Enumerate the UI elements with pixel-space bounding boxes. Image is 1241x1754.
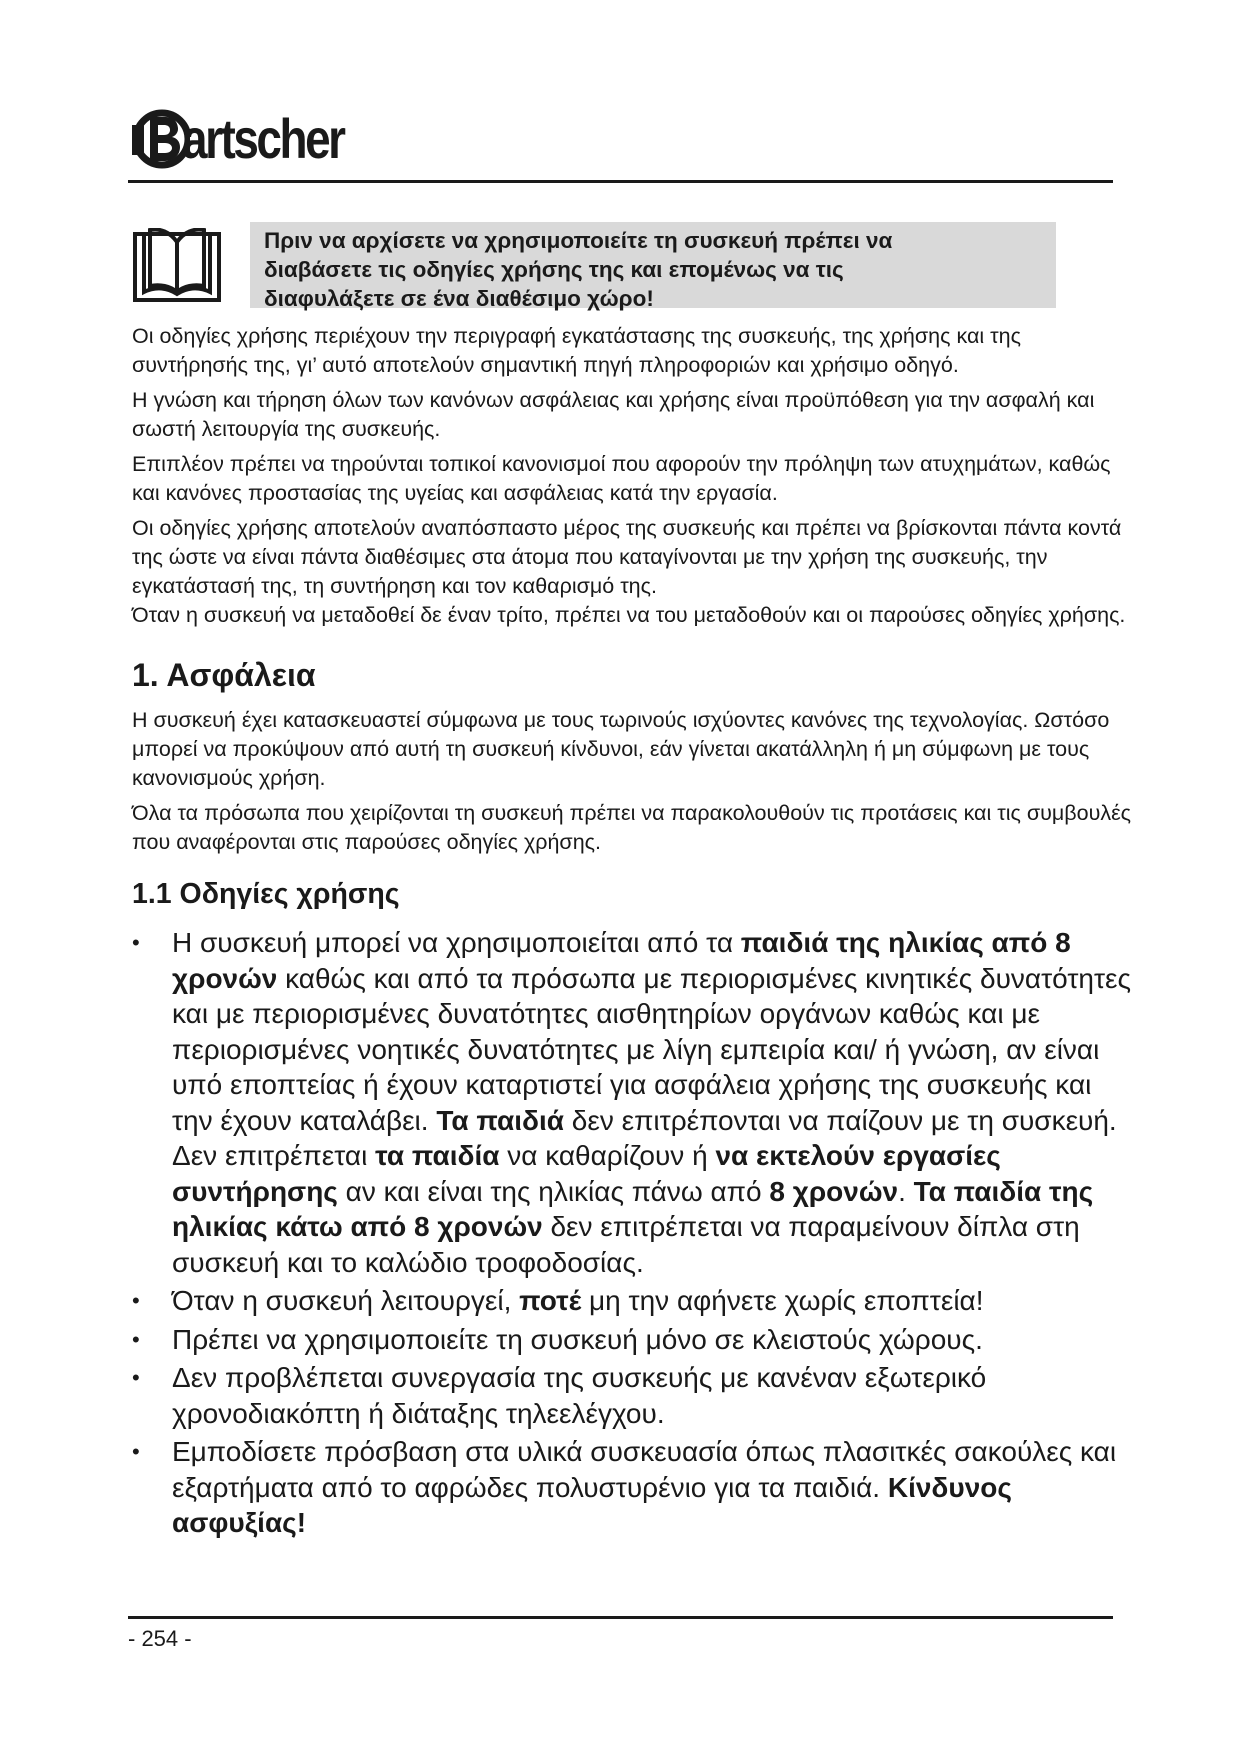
bullet-icon: • [132,1439,140,1464]
bullet-icon: • [132,930,140,955]
bullet-icon: • [132,1365,140,1390]
bold-run: να εκτελούν εργασίες συντήρησης [172,1140,1001,1207]
list-item [132,1322,1132,1358]
intro-paragraph: Η γνώση και τήρηση όλων των κανόνων ασφάλειας και χρήσης είναι προϋπόθεση για την ασφαλή και σωστή λειτουργία της συσκευής. [132,388,1095,441]
brand-logo [132,103,379,175]
text-run: μη την αφήνετε χωρίς εποπτεία! [581,1285,984,1316]
section-heading-usage-instructions: 1.1 Οδηγίες χρήσης [132,878,400,910]
bold-run: τα παιδία [375,1140,500,1171]
bullet-icon: • [132,1288,140,1313]
safety-paragraph: Η συσκευή έχει κατασκευαστεί σύμφωνα με τους τωρινούς ισχύοντες κανόνες της τεχνολογίας. Ωστόσο μπορεί να προκύψουν από αυτή τη συσκευή κίνδυνοι, εάν γίνεται ακατάλληλη ή μη σύμφωνη με τους κανονισμούς χρήση. [132,708,1110,790]
bold-run: Τα παιδιά [436,1104,564,1136]
list-item [132,1360,1132,1431]
brand-name: artscher [182,107,344,170]
intro-paragraph: Οι οδηγίες χρήσης περιέχουν την περιγραφή εγκατάστασης της συσκευής, της χρήσης και της συντήρησής της, γι’ αυτό αποτελούν σημαντική πηγή πληροφοριών και χρήσιμο οδηγό. [132,324,1021,377]
usage-instructions-list [132,925,1132,1541]
list-item [132,1434,1132,1541]
open-book-icon [132,228,222,304]
page-content [132,322,1132,1544]
text-run: δεν επιτρέπονται να παίζουν με τη συσκευή. Δεν επιτρέπεται [172,1104,1117,1171]
section-heading-safety: 1. Ασφάλεια [132,657,316,693]
text-run: δεν επιτρέπεται να παραμείνουν δίπλα στη συσκευή και το καλώδιο τροφοδοσίας. [172,1211,1080,1278]
text-run: Δεν προβλέπεται συνεργασία της συσκευής με κανέναν εξωτερικό χρονοδιακόπτη ή διάταξης τηλεελέγχου. [172,1362,987,1429]
text-run: αν και είναι της ηλικίας πάνω από [337,1175,770,1207]
read-instructions-notice [250,222,1056,311]
intro-paragraph: Οι οδηγίες χρήσης αποτελούν αναπόσπαστο μέρος της συσκευής και πρέπει να βρίσκονται πάντα κοντά της ώστε να είναι πάντα διαθέσιμες στα άτομα που καταγίνονται με την χρήση της συσκευής, την εγκατάστασή της, τη συντήρηση και τον καθαρισμό της. [132,516,1122,598]
text-run: Πρέπει να χρησιμοποιείτε τη συσκευή μόνο σε κλειστούς χώρους. [172,1323,983,1355]
bold-run: ποτέ [519,1285,582,1316]
text-run: Η συσκευή μπορεί να χρησιμοποιείται από τα [172,927,741,958]
text-run: Όταν η συσκευή λειτουργεί, [172,1285,520,1316]
bold-run: Τα παιδία της ηλικίας κάτω από 8 χρονών [172,1175,1094,1242]
bullet-icon: • [132,1326,140,1352]
list-item [132,1283,1132,1319]
notice-line: διαφυλάξετε σε ένα διαθέσιμο χώρο! [264,286,654,311]
intro-paragraph: Όταν η συσκευή να μεταδοθεί δε έναν τρίτο, πρέπει να του μεταδοθούν και οι παρούσες οδηγίες χρήσης. [132,603,1126,627]
bold-run: παιδιά της ηλικίας από 8 χρονών [172,927,1071,994]
text-run: Εμποδίσετε πρόσβαση στα υλικά συσκευασία όπως πλασιτκές σακούλες και εξαρτήματα από το αφρώδες πολυστυρένιο για τα παιδιά. [172,1436,1117,1503]
intro-paragraph: Επιπλέον πρέπει να τηρούνται τοπικοί κανονισμοί που αφορούν την πρόληψη των ατυχημάτων, καθώς και κανόνες προστασίας της υγείας και ασφάλειας κατά την εργασία. [132,452,1111,505]
footer-divider [128,1616,1113,1619]
notice-line: Πριν να αρχίσετε να χρησιμοποιείτε τη συσκευή πρέπει να [264,228,893,253]
bold-run: 8 χρονών [769,1175,899,1207]
page-number: - 254 - [128,1626,192,1651]
text-run: . [898,1175,914,1207]
notice-line: διαβάσετε τις οδηγίες χρήσης της και επομένως να τις [264,257,844,282]
safety-paragraph: Όλα τα πρόσωπα που χειρίζονται τη συσκευή πρέπει να παρακολουθούν τις προτάσεις και τις συμβουλές που αναφέρονται στις παρούσες οδηγίες χρήσης. [132,801,1132,854]
list-item [132,925,1132,1280]
header-divider [128,180,1113,183]
bold-run: Κίνδυνος ασφυξίας! [172,1471,1012,1538]
text-run: να καθαρίζουν ή [499,1140,716,1171]
text-run: καθώς και από τα πρόσωπα με περιορισμένες κινητικές δυνατότητες και με περιορισμένες δυνατότητες αισθητηρίων οργάνων καθώς και με περιορισμένες νοητικές δυνατότητες με λίγη εμπειρία και/ ή γνώση, αν είναι υπό εποπτείας ή έχουν καταρτιστεί για ασφάλεια χρήσης της συσκευής και την έχουν καταλάβει. [172,962,1132,1136]
